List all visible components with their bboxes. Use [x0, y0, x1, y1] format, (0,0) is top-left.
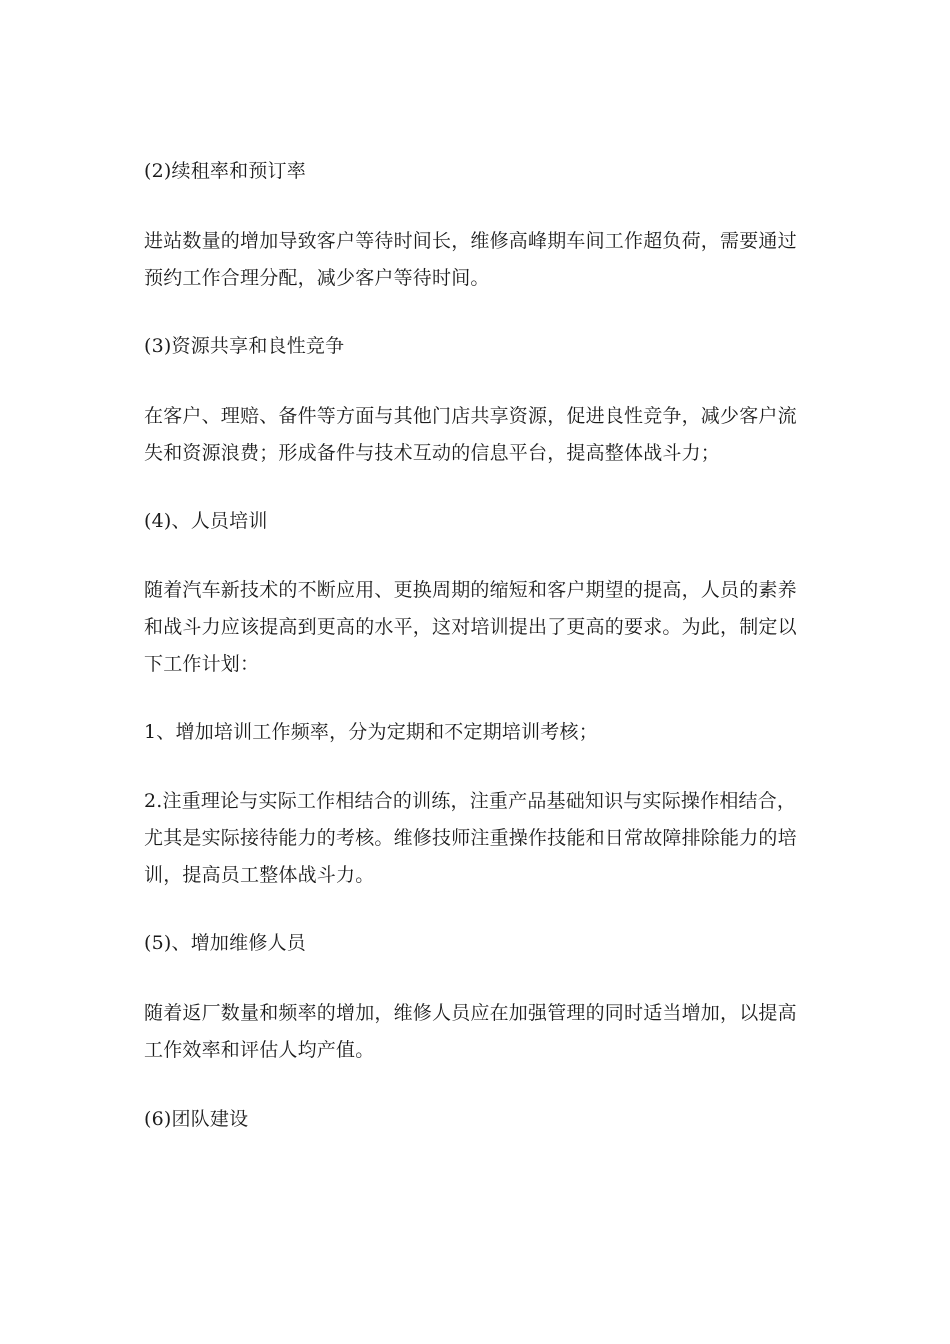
list-item-line: 2.注重理论与实际工作相结合的训练，注重产品基础知识与实际操作相结合，	[144, 790, 797, 812]
list-item-line: 训，提高员工整体战斗力。	[144, 864, 375, 886]
list-item: 1、增加培训工作频率，分为定期和不定期培训考核；	[144, 721, 598, 743]
section-heading-2: (2)续租率和预订率	[144, 160, 306, 182]
list-item-line: 尤其是实际接待能力的考核。维修技师注重操作技能和日常故障排除能力的培	[144, 827, 797, 849]
paragraph-line: 预约工作合理分配，减少客户等待时间。	[144, 267, 490, 289]
paragraph-line: 随着返厂数量和频率的增加，维修人员应在加强管理的同时适当增加，以提高	[144, 1002, 797, 1024]
paragraph-line: 和战斗力应该提高到更高的水平，这对培训提出了更高的要求。为此，制定以	[144, 616, 797, 638]
paragraph-line: 在客户、理赔、备件等方面与其他门店共享资源，促进良性竞争，减少客户流	[144, 405, 797, 427]
paragraph-line: 失和资源浪费；形成备件与技术互动的信息平台，提高整体战斗力；	[144, 442, 721, 464]
paragraph-line: 随着汽车新技术的不断应用、更换周期的缩短和客户期望的提高，人员的素养	[144, 579, 797, 601]
section-heading-6: (6)团队建设	[144, 1108, 249, 1130]
section-heading-4: (4)、人员培训	[144, 510, 268, 532]
paragraph-line: 进站数量的增加导致客户等待时间长，维修高峰期车间工作超负荷，需要通过	[144, 230, 797, 252]
paragraph-line: 下工作计划：	[144, 653, 260, 675]
section-heading-3: (3)资源共享和良性竞争	[144, 335, 345, 357]
section-heading-5: (5)、增加维修人员	[144, 932, 306, 954]
paragraph-line: 工作效率和评估人均产值。	[144, 1039, 375, 1061]
